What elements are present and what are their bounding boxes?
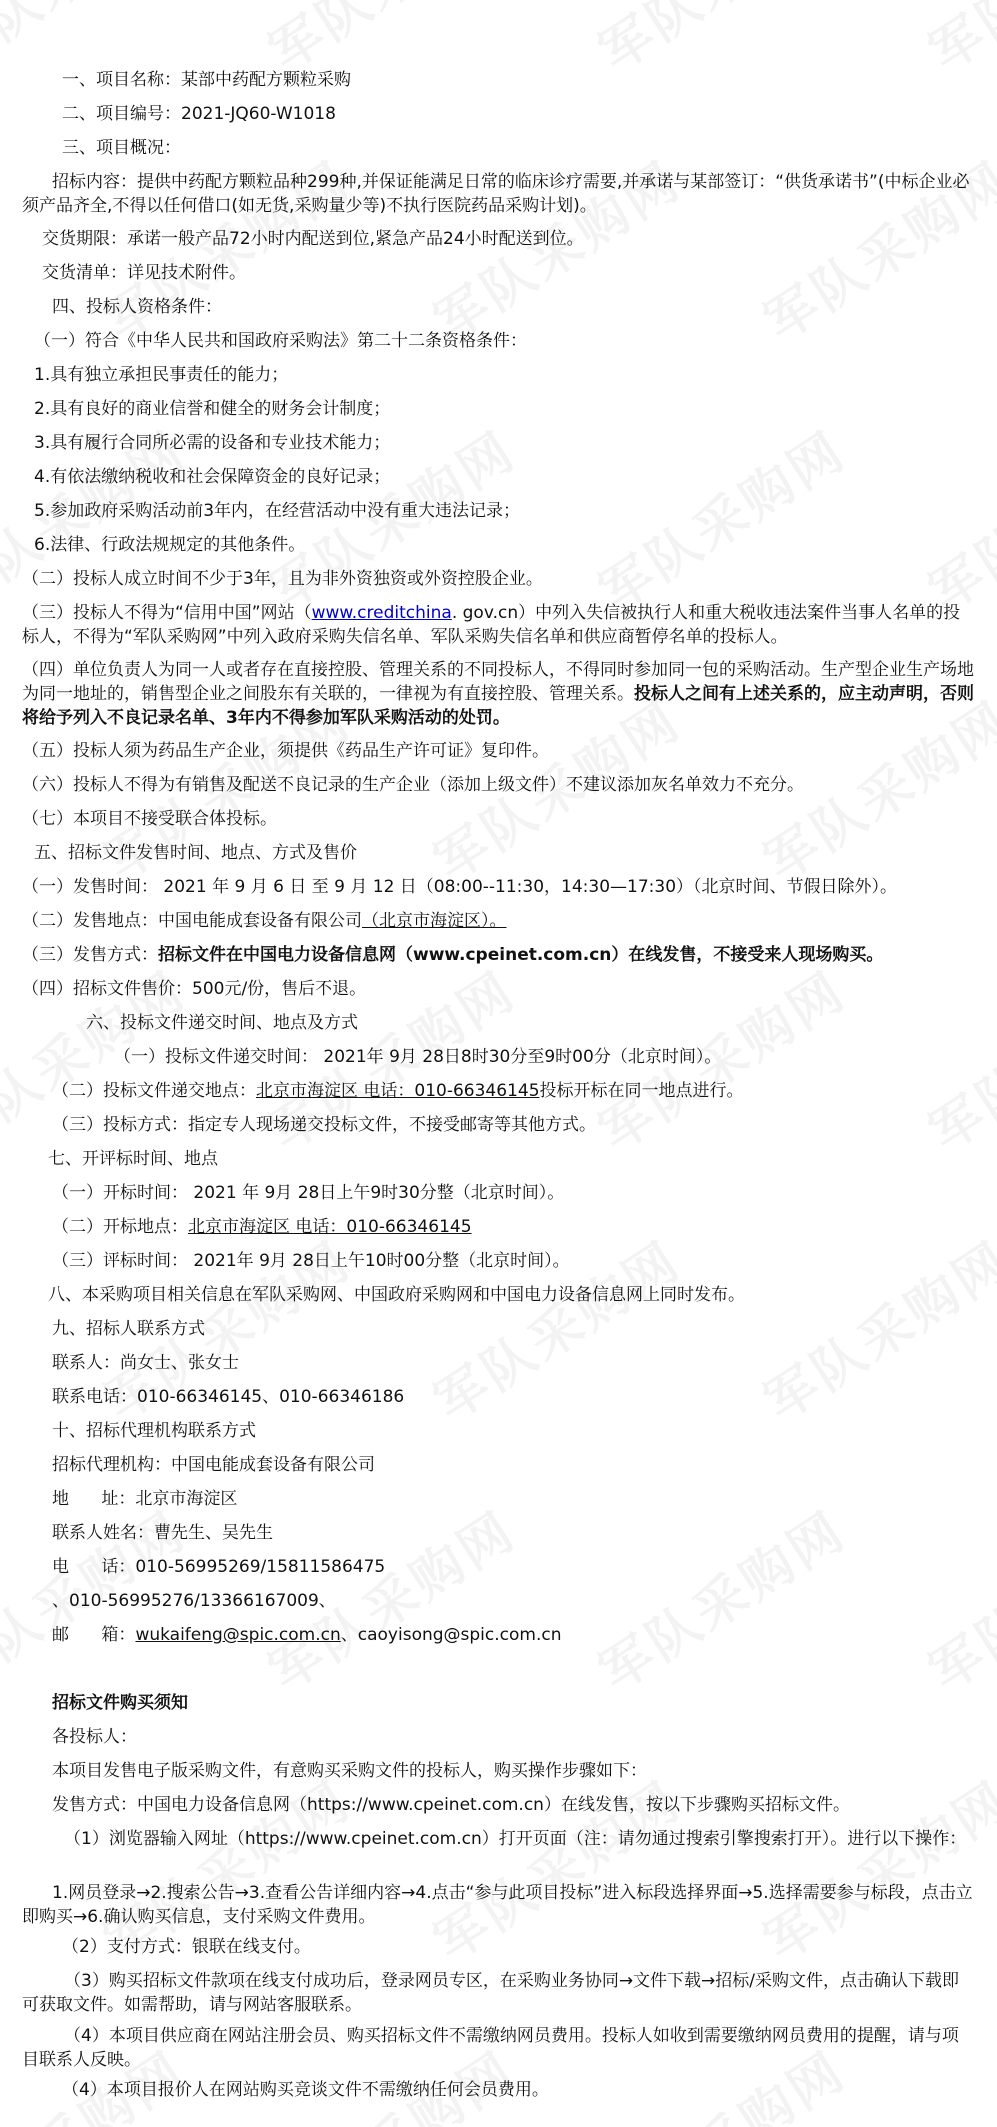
opening-place-location: 北京市海淀区 电话：010-66346145: [188, 1217, 472, 1237]
condition-item: 6.法律、行政法规规定的其他条件。: [34, 535, 306, 555]
notice-intro: 本项目发售电子版采购文件，有意购买采购文件的投标人，购买操作步骤如下：: [52, 1761, 647, 1781]
qualification-item-3: [22, 601, 974, 649]
item4-text-a: （四）单位负责人为同一人或者存在直接控股、管理关系的不同投标人，不得同时参加同一包的采购活动。生产型企业生产场地为同一地址的，销售型企业之间股东有关联的，一律视为有直接控股、管理关系。: [22, 660, 974, 704]
submit-time: （一）投标文件递交时间： 2021年 9月 28日8时30分至9时00分（北京时间）。: [114, 1047, 722, 1067]
notice-step-1: （1）浏览器输入网址（https://www.cpeinet.com.cn）打开页面（注：请勿通过搜索引擎搜索打开）。进行以下操作：: [64, 1829, 967, 1849]
submit-place: [52, 1079, 744, 1103]
watermark-text: [714, 118, 997, 377]
item3-text-a: （三）投标人不得为“信用中国”网站（: [22, 603, 312, 623]
evaluation-time: （三）评标时间： 2021年 9月 28日上午10时00分整（北京时间）。: [52, 1251, 570, 1271]
notice-step-4a: （4）本项目供应商在网站注册会员、购买招标文件不需缴纳网员费用。投标人如收到需要缴纳网员费用的提醒，请与项目联系人反映。: [22, 2026, 959, 2070]
submit-method: （三）投标方式：指定专人现场递交投标文件，不接受邮寄等其他方式。: [52, 1115, 596, 1135]
notice-step-2: （2）支付方式：银联在线支付。: [62, 1937, 311, 1957]
agency-address: 地 址：北京市海淀区: [52, 1489, 238, 1509]
delivery-period: 交货期限：承诺一般产品72小时内配送到位,紧急产品24小时配送到位。: [42, 229, 584, 249]
opening-place-label: （二）开标地点：: [52, 1217, 188, 1237]
item4-bold-warning: 投标人之间有上述关系的，应主动声明，否则将给予列入不良记录名单、3年内不得参加军队采购活动的处罚。: [22, 684, 974, 728]
agency-names: 联系人姓名：曹先生、吴先生: [52, 1523, 273, 1543]
watermark-text: [879, 1468, 997, 1727]
qualification-item-5: （五）投标人须为药品生产企业，须提供《药品生产许可证》复印件。: [22, 741, 549, 761]
submit-heading: 六、投标文件递交时间、地点及方式: [86, 1013, 358, 1033]
watermark-text: [549, 1468, 892, 1727]
notice-step-3: （3）购买招标文件款项在线支付成功后，登录网员专区，在采购业务协同→文件下载→招标/采购文件，点击确认下载即可获取文件。如需帮助，请与网站客服联系。: [22, 1971, 960, 2015]
agency-phone: 电 话：010-56995269/15811586475: [52, 1557, 386, 1577]
sale-method: [22, 943, 883, 967]
notice-greeting: 各投标人：: [52, 1727, 137, 1747]
publish-notice: 八、本采购项目相关信息在军队采购网、中国政府采购网和中国电力设备信息网上同时发布。: [48, 1285, 745, 1305]
opening-place: [52, 1215, 472, 1239]
overview-heading: 三、项目概况：: [62, 138, 181, 158]
notice-method: 发售方式：中国电力设备信息网（https://www.cpeinet.com.cn）在线发售，按以下步骤购买招标文件。: [52, 1795, 850, 1815]
contact-phone: 联系电话：010-66346145、010-66346186: [52, 1387, 405, 1407]
delivery-list: 交货清单：详见技术附件。: [42, 263, 246, 283]
content-paragraph: 招标内容：提供中药配方颗粒品种299种,并保证能满足日常的临床诊疗需要,并承诺与某部签订：“供货承诺书”(中标企业必须产品齐全,不得以任何借口(如无货,采购量少等)不执行医院药品采购计划)。: [22, 172, 970, 216]
sale-time: （一）发售时间： 2021 年 9 月 6 日 至 9 月 12 日（08:00--11:30，14:30—17:30）（北京时间、节假日除外）。: [22, 877, 898, 897]
submit-place-location: 北京市海淀区 电话：010-66346145: [256, 1081, 540, 1101]
sale-method-text: 招标文件在中国电力设备信息网（www.cpeinet.com.cn）在线发售，不接受来人现场购买。: [158, 945, 884, 965]
qualification-item-7: （七）本项目不接受联合体投标。: [22, 809, 277, 829]
condition-item: 3.具有履行合同所必需的设备和专业技术能力；: [34, 433, 391, 453]
agency-email-link[interactable]: wukaifeng@spic.com.cn: [135, 1625, 341, 1645]
qualification-item-2: （二）投标人成立时间不少于3年，且为非外资独资或外资控股企业。: [22, 569, 543, 589]
creditchina-link[interactable]: www.creditchina: [311, 603, 452, 623]
contact-person: 联系人：尚女士、张女士: [52, 1353, 239, 1373]
condition-item: 2.具有良好的商业信誉和健全的财务会计制度；: [34, 399, 391, 419]
opening-heading: 七、开评标时间、地点: [48, 1149, 218, 1169]
agency-email-rest: 、caoyisong@spic.com.cn: [340, 1625, 562, 1645]
sale-place-location: （北京市海淀区）。: [362, 911, 507, 931]
qualification-item-6: （六）投标人不得为有销售及配送不良记录的生产企业（添加上级文件）不建议添加灰名单效力不充分。: [22, 775, 804, 795]
sale-method-label: （三）发售方式：: [22, 945, 158, 965]
agency-phone-2: 、010-56995276/13366167009、: [52, 1591, 336, 1611]
watermark-text: [879, 0, 997, 107]
notice-step-1-detail: 1.网员登录→2.搜索公告→3.查看公告详细内容→4.点击“参与此项目投标”进入标段选择界面→5.选择需要参与标段，点击立即购买→6.确认购买信息，支付采购文件费用。: [22, 1883, 973, 1927]
watermark-text: [879, 928, 997, 1187]
qualification-heading: 四、投标人资格条件：: [52, 297, 222, 317]
condition-item: 4.有依法缴纳税收和社会保障资金的良好记录；: [34, 467, 391, 487]
agency-org: 招标代理机构：中国电能成套设备有限公司: [52, 1455, 375, 1475]
project-name: 一、项目名称：某部中药配方颗粒采购: [62, 70, 351, 90]
notice-step-4b: （4）本项目报价人在网站购买竞谈文件不需缴纳任何会员费用。: [62, 2080, 549, 2100]
notice-heading: 招标文件购买须知: [52, 1693, 188, 1713]
agency-email: [52, 1623, 562, 1647]
submit-place-note: 投标开标在同一地点进行。: [539, 1081, 744, 1101]
sale-place: [22, 909, 507, 933]
watermark-text: [714, 1738, 997, 1997]
sale-place-label: （二）发售地点：中国电能成套设备有限公司: [22, 911, 362, 931]
agency-heading: 十、招标代理机构联系方式: [52, 1421, 256, 1441]
contact-heading: 九、招标人联系方式: [52, 1319, 205, 1339]
condition-item: 5.参加政府采购活动前3年内，在经营活动中没有重大违法记录；: [34, 501, 521, 521]
condition-item: 1.具有独立承担民事责任的能力；: [34, 365, 289, 385]
project-number: 二、项目编号：2021-JQ60-W1018: [62, 104, 336, 124]
submit-place-label: （二）投标文件递交地点：: [52, 1081, 256, 1101]
watermark-text: [549, 0, 892, 107]
watermark-text: [714, 1198, 997, 1457]
sale-price: （四）招标文件售价：500元/份，售后不退。: [22, 979, 367, 999]
sale-heading: 五、招标文件发售时间、地点、方式及售价: [34, 843, 357, 863]
opening-time: （一）开标时间： 2021 年 9月 28日上午9时30分整（北京时间）。: [52, 1183, 565, 1203]
qualification-item-4: [22, 658, 974, 730]
agency-email-label: 邮 箱：: [52, 1625, 136, 1645]
qualification-item-1: （一）符合《中华人民共和国政府采购法》第二十二条资格条件：: [34, 331, 527, 351]
item3-text-b: . gov.cn）中列入失信被执行人和重大税收违法案件当事人名单的投标人，不得为“军队采购网”中列入政府采购失信名单、军队采购失信名单和供应商暂停名单的投标人。: [22, 603, 961, 647]
